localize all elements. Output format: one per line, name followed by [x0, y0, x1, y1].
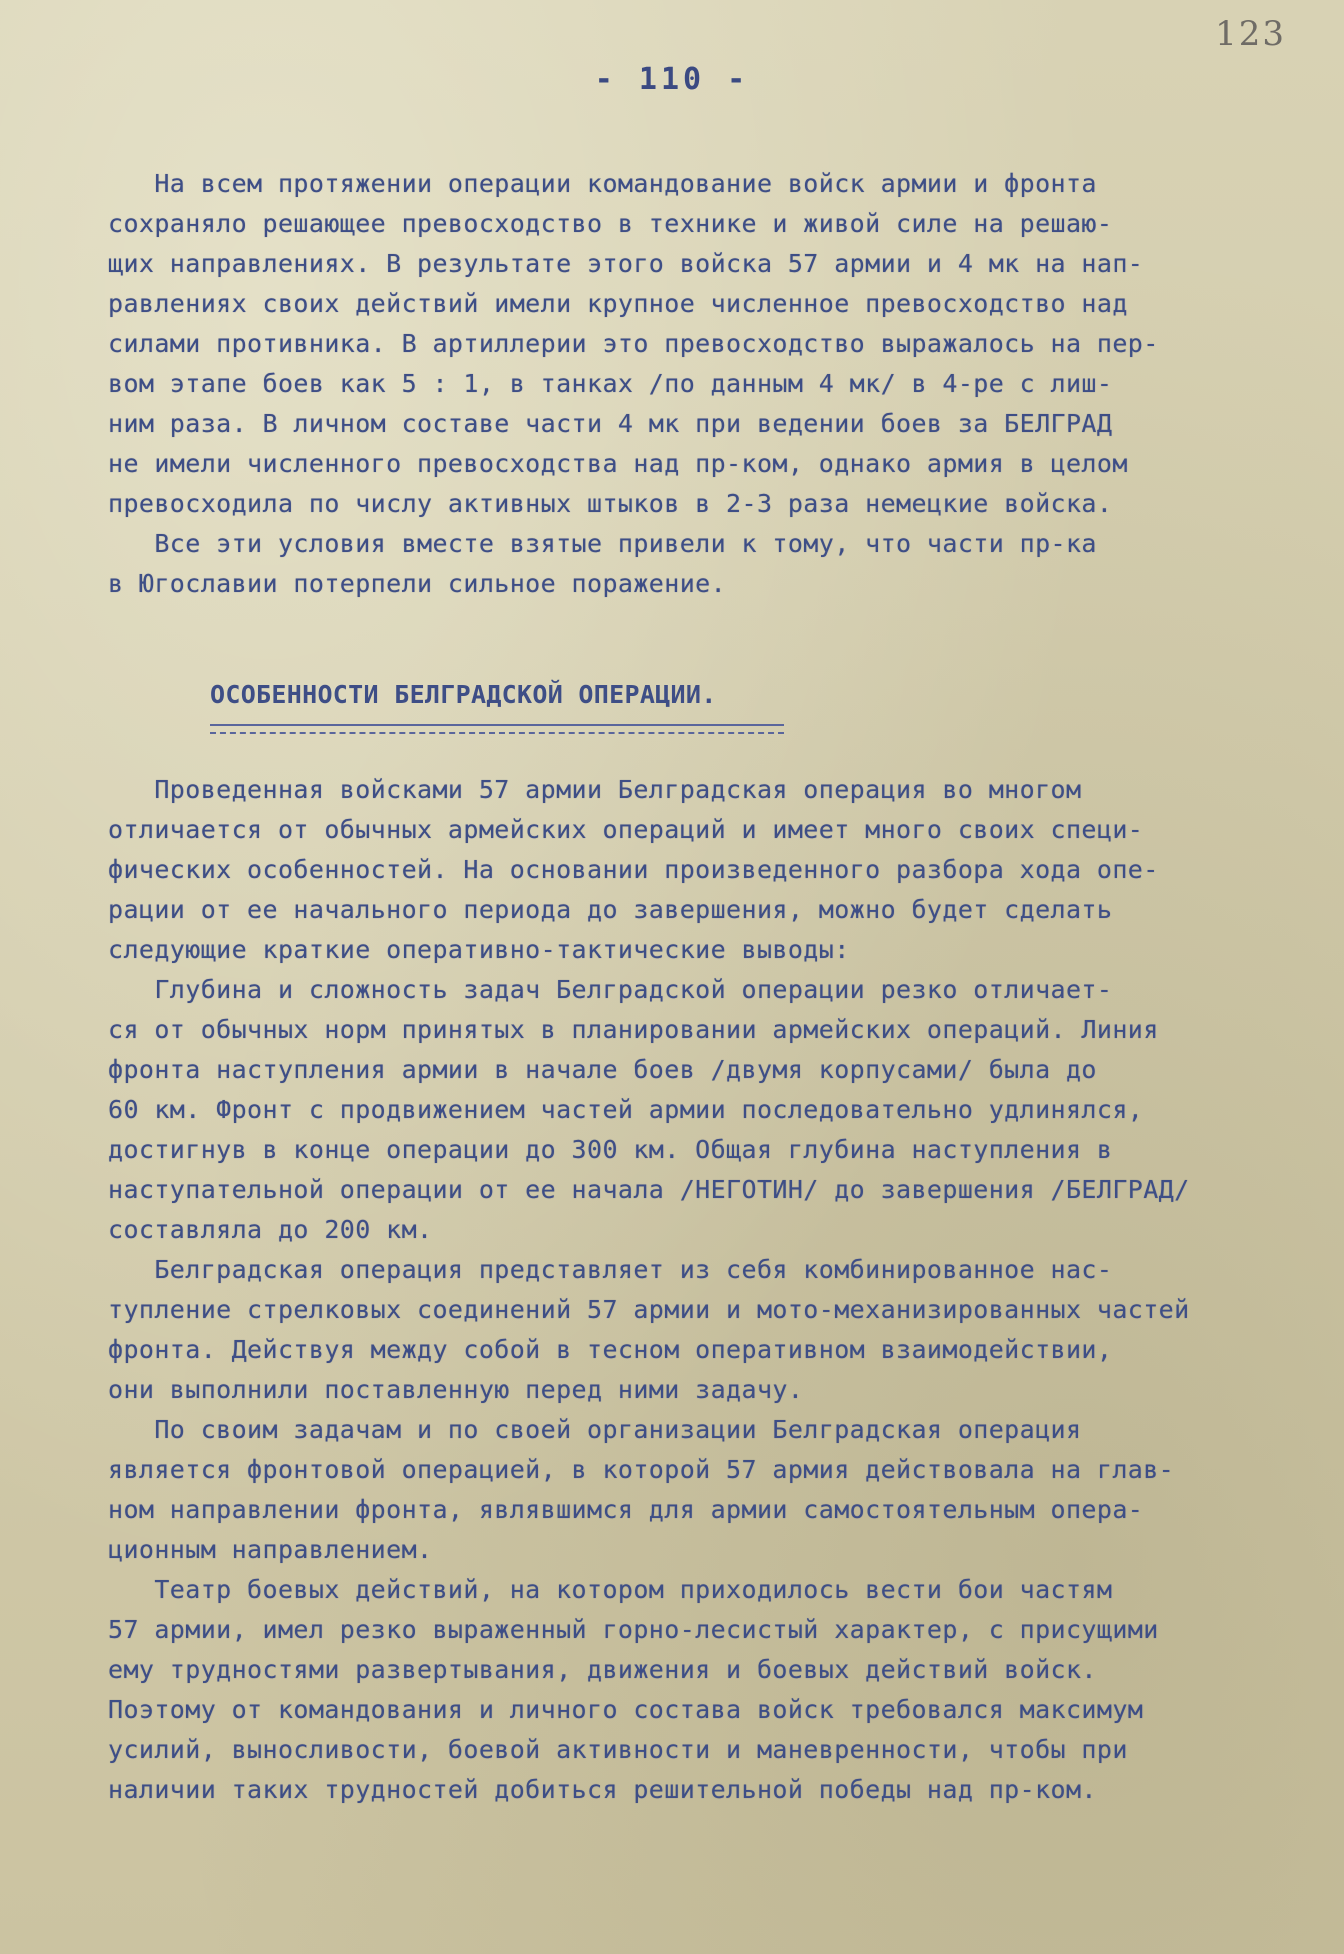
text-line: щих направлениях. В результате этого войска 57 армии и 4 мк на нап- — [108, 249, 1144, 278]
text-line: Поэтому от командования и личного состава войск требовался максимум — [108, 1695, 1144, 1724]
text-line: рации от ее начального периода до завершения, можно будет сделать — [108, 895, 1113, 924]
text-line: Все эти условия вместе взятые привели к тому, что части пр-ка — [108, 529, 1097, 558]
paragraph-block-top — [108, 164, 1298, 604]
text-line: не имели численного превосходства над пр-ком, однако армия в целом — [108, 449, 1128, 478]
text-line: Белградская операция представляет из себя комбинированное нас- — [108, 1255, 1113, 1284]
text-line: ему трудностями развертывания, движения и боевых действий войск. — [108, 1655, 1097, 1684]
text-line: фических особенностей. На основании произведенного разбора хода опе- — [108, 855, 1159, 884]
text-line: отличается от обычных армейских операций и имеет много своих специ- — [108, 815, 1144, 844]
text-line: 57 армии, имел резко выраженный горно-лесистый характер, с присущими — [108, 1615, 1159, 1644]
text-line: усилий, выносливости, боевой активности и маневренности, чтобы при — [108, 1735, 1128, 1764]
text-line: наличии таких трудностей добиться решительной победы над пр-ком. — [108, 1775, 1097, 1804]
text-line: сохраняло решающее превосходство в технике и живой силе на решаю- — [108, 209, 1113, 238]
text-line: силами противника. В артиллерии это превосходство выражалось на пер- — [108, 329, 1159, 358]
text-line: достигнув в конце операции до 300 км. Общая глубина наступления в — [108, 1135, 1113, 1164]
text-line: ним раза. В личном составе части 4 мк при ведении боев за БЕЛГРАД — [108, 409, 1113, 438]
text-line: вом этапе боев как 5 : 1, в танках /по данным 4 мк/ в 4-ре с лиш- — [108, 369, 1113, 398]
text-line: 60 км. Фронт с продвижением частей армии последовательно удлинялся, — [108, 1095, 1144, 1124]
section-heading: ОСОБЕННОСТИ БЕЛГРАДСКОЙ ОПЕРАЦИИ. — [210, 680, 717, 709]
text-line: ционным направлением. — [108, 1535, 433, 1564]
archive-page-number: 123 — [1215, 14, 1286, 54]
text-line: они выполнили поставленную перед ними задачу. — [108, 1375, 804, 1404]
text-line: тупление стрелковых соединений 57 армии и мото-механизированных частей — [108, 1295, 1190, 1324]
text-line: превосходила по числу активных штыков в 2-3 раза немецкие войска. — [108, 489, 1113, 518]
text-line: По своим задачам и по своей организации Белградская операция — [108, 1415, 1082, 1444]
text-line: следующие краткие оперативно-тактические выводы: — [108, 935, 850, 964]
text-line: равлениях своих действий имели крупное численное превосходство над — [108, 289, 1128, 318]
text-line: в Югославии потерпели сильное поражение. — [108, 569, 727, 598]
text-line: является фронтовой операцией, в которой 57 армия действовала на глав- — [108, 1455, 1175, 1484]
text-line: Глубина и сложность задач Белградской операции резко отличает- — [108, 975, 1113, 1004]
heading-underline-double — [210, 732, 784, 734]
text-line: На всем протяжении операции командование войск армии и фронта — [108, 169, 1097, 198]
text-line: ся от обычных норм принятых в планировании армейских операций. Линия — [108, 1015, 1159, 1044]
text-line: фронта наступления армии в начале боев /двумя корпусами/ была до — [108, 1055, 1097, 1084]
text-line: Театр боевых действий, на котором приходилось вести бои частям — [108, 1575, 1113, 1604]
text-line: Проведенная войсками 57 армии Белградская операция во многом — [108, 775, 1082, 804]
paragraph-block-main — [108, 770, 1298, 1810]
text-line: ном направлении фронта, являвшимся для армии самостоятельным опера- — [108, 1495, 1144, 1524]
page-number: - 110 - — [594, 62, 750, 97]
heading-underline — [210, 724, 784, 726]
text-line: составляла до 200 км. — [108, 1215, 433, 1244]
text-line: наступательной операции от ее начала /НЕГОТИН/ до завершения /БЕЛГРАД/ — [108, 1175, 1190, 1204]
text-line: фронта. Действуя между собой в тесном оперативном взаимодействии, — [108, 1335, 1113, 1364]
